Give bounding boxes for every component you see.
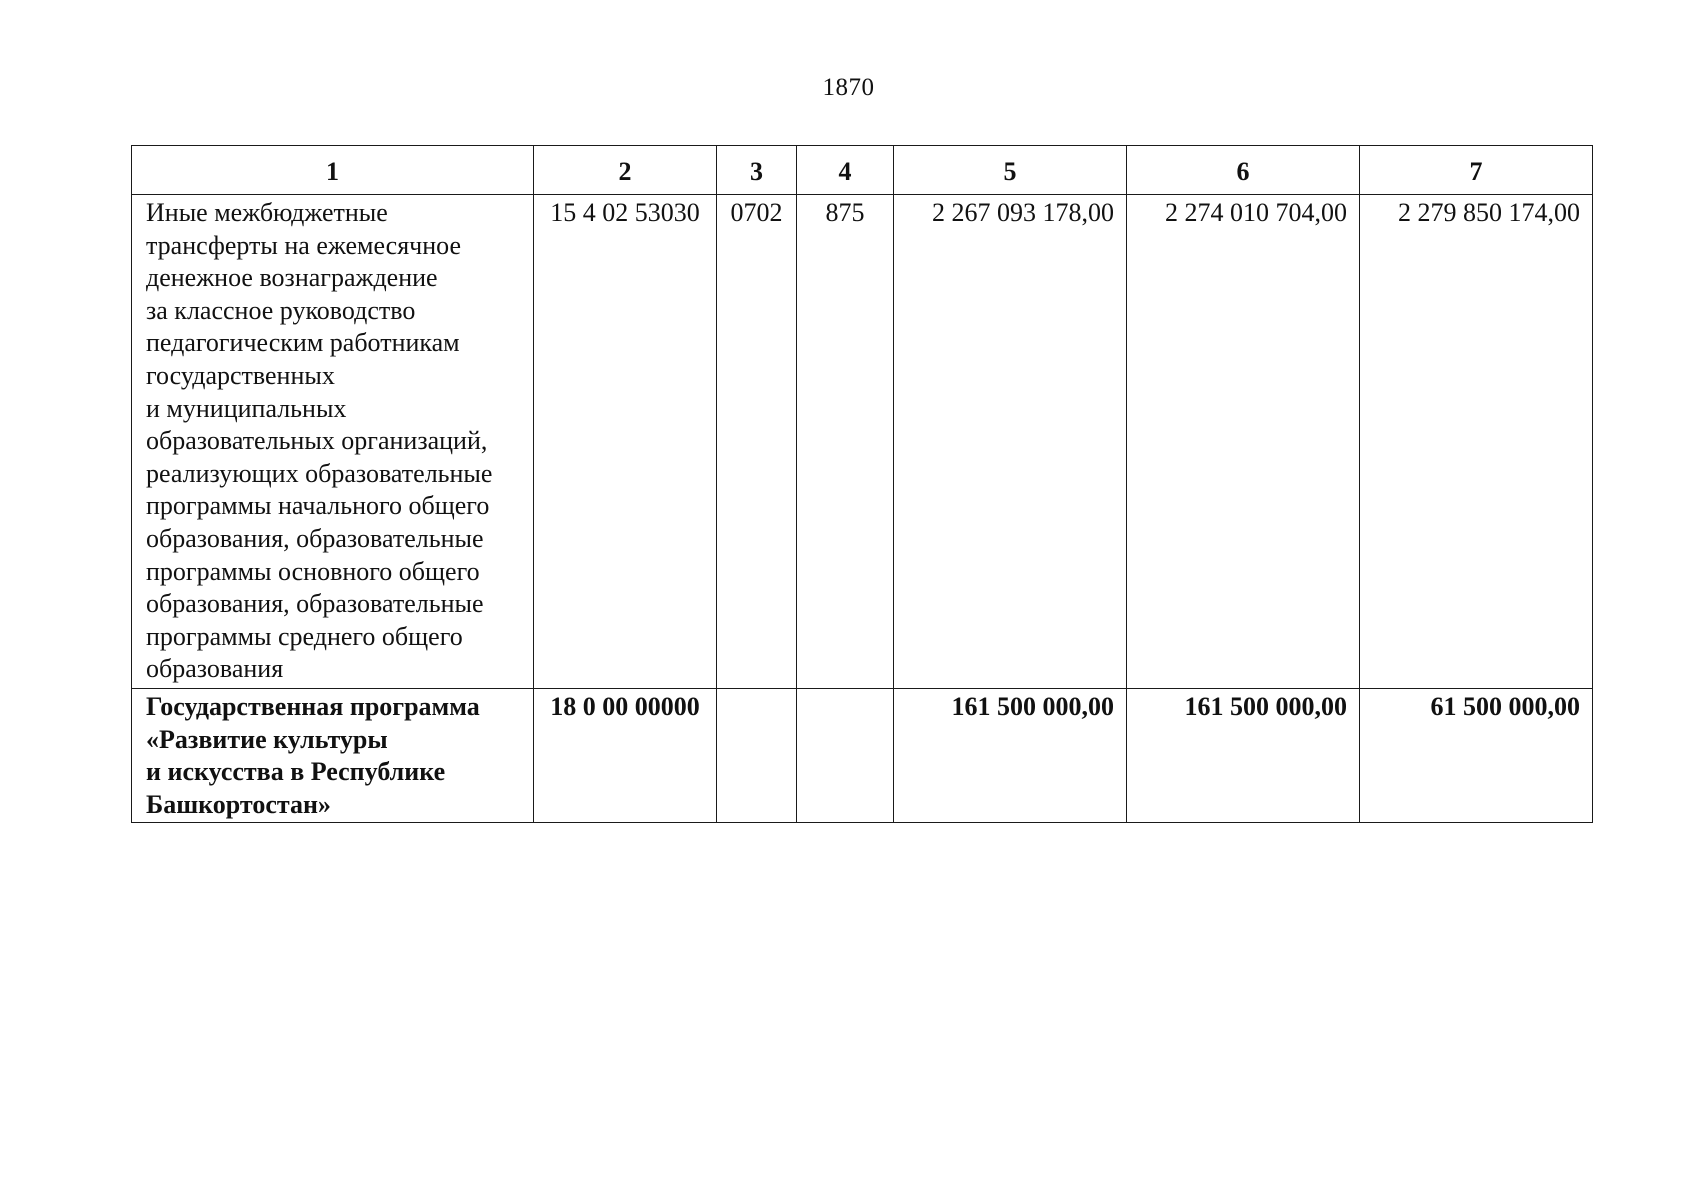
row-name-cell bbox=[132, 689, 534, 823]
name-line: программы основного общего bbox=[146, 556, 480, 586]
expense-type-code: 875 bbox=[797, 195, 894, 689]
name-line: трансферты на ежемесячное bbox=[146, 230, 462, 260]
header-row bbox=[132, 146, 1593, 195]
name-line: образования bbox=[146, 654, 284, 684]
expense-type-code bbox=[797, 689, 894, 823]
amount-col-6: 161 500 000,00 bbox=[1127, 689, 1360, 823]
section-code bbox=[717, 689, 797, 823]
amount-col-5: 2 267 093 178,00 bbox=[894, 195, 1127, 689]
header-col-4: 4 bbox=[797, 146, 894, 195]
header-col-5: 5 bbox=[894, 146, 1127, 195]
name-line: программы среднего общего bbox=[146, 621, 463, 651]
header-col-7: 7 bbox=[1360, 146, 1593, 195]
name-line: образовательных организаций, bbox=[146, 426, 488, 456]
budget-table bbox=[131, 145, 1593, 823]
name-line: Башкортостан» bbox=[146, 789, 331, 819]
header-col-2: 2 bbox=[534, 146, 717, 195]
name-line: за классное руководство bbox=[146, 295, 416, 325]
header-col-3: 3 bbox=[717, 146, 797, 195]
target-article-code: 15 4 02 53030 bbox=[534, 195, 717, 689]
header-col-6: 6 bbox=[1127, 146, 1360, 195]
name-line: Государственная программа bbox=[146, 692, 480, 721]
amount-col-6: 2 274 010 704,00 bbox=[1127, 195, 1360, 689]
table-row bbox=[132, 689, 1593, 823]
name-line: образования, образовательные bbox=[146, 589, 484, 619]
name-line: и муниципальных bbox=[146, 393, 347, 423]
name-line: педагогическим работникам bbox=[146, 328, 460, 358]
name-line: Иные межбюджетные bbox=[146, 198, 388, 227]
name-line: и искусства в Республике bbox=[146, 757, 446, 787]
header-col-1: 1 bbox=[132, 146, 534, 195]
page-number: 1870 bbox=[822, 74, 875, 101]
amount-col-7: 61 500 000,00 bbox=[1360, 689, 1593, 823]
amount-col-7: 2 279 850 174,00 bbox=[1360, 195, 1593, 689]
table-row bbox=[132, 195, 1593, 689]
name-line: реализующих образовательные bbox=[146, 458, 493, 488]
section-code: 0702 bbox=[717, 195, 797, 689]
target-article-code: 18 0 00 00000 bbox=[534, 689, 717, 823]
name-line: государственных bbox=[146, 360, 335, 390]
name-line: программы начального общего bbox=[146, 491, 490, 521]
name-line: денежное вознаграждение bbox=[146, 263, 438, 293]
name-line: образования, образовательные bbox=[146, 523, 484, 553]
row-name-cell bbox=[132, 195, 534, 689]
name-line: «Развитие культуры bbox=[146, 724, 388, 754]
amount-col-5: 161 500 000,00 bbox=[894, 689, 1127, 823]
